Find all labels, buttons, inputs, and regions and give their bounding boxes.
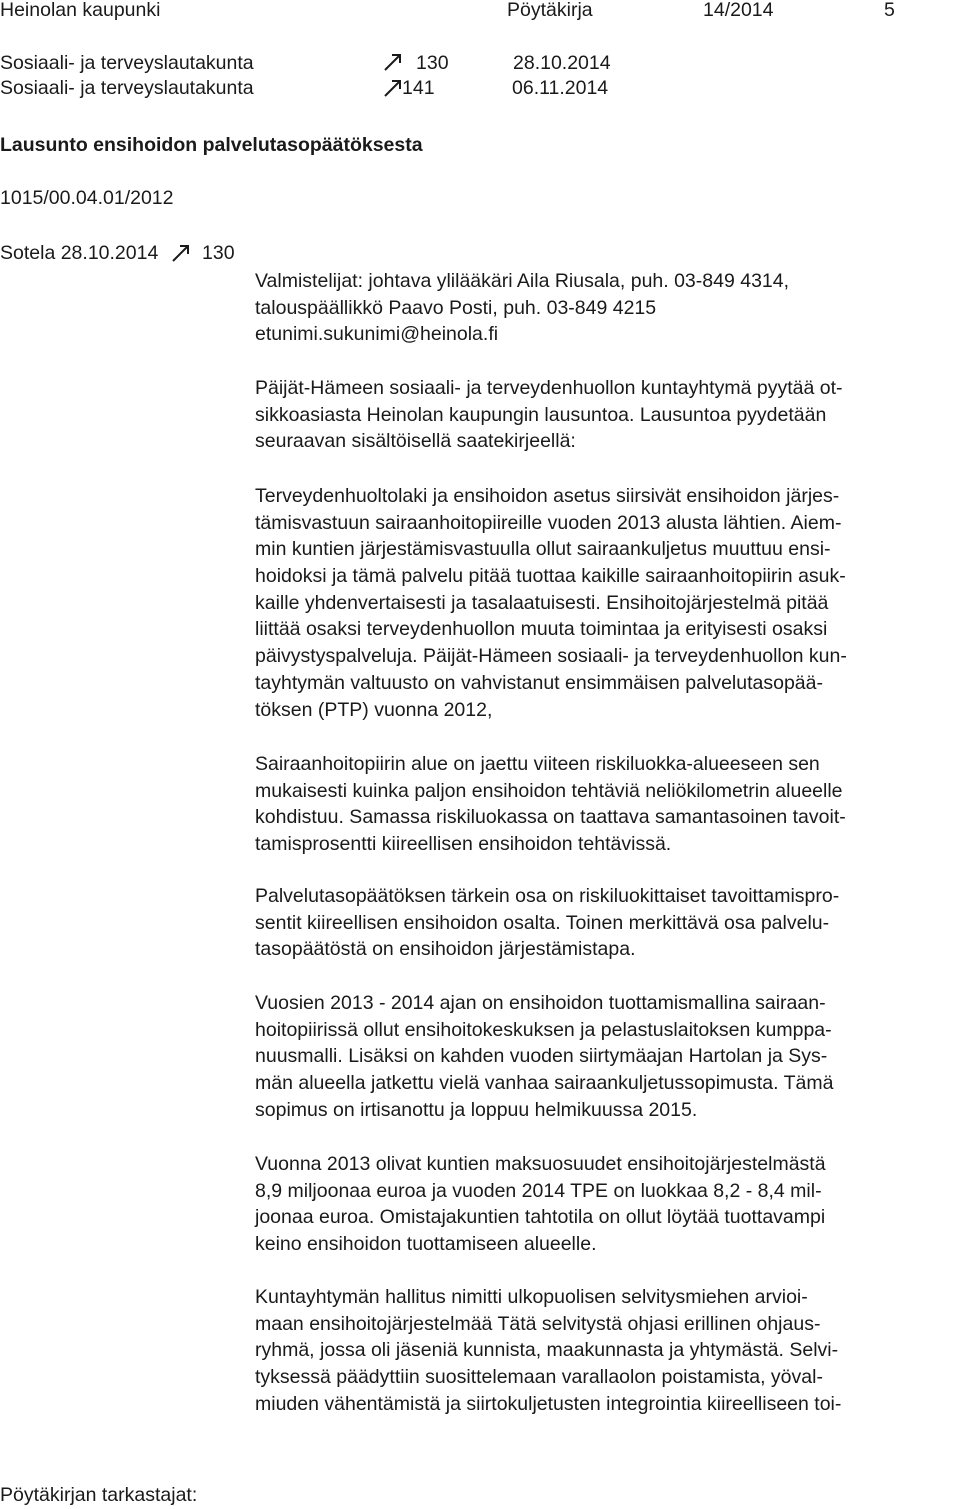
paragraph-line: töksen (PTP) vuonna 2012,: [255, 698, 493, 721]
preparer-line: Valmistelijat: johtava ylilääkäri Aila Riusala, puh. 03-849 4314,: [255, 270, 790, 292]
paragraph-line: sentit kiireellisen ensihoidon osalta. Toinen merkittävä osa palvelu-: [255, 911, 830, 934]
paragraph-line: maan ensihoitojärjestelmää Tätä selvitystä ohjasi erillinen ohjaus-: [255, 1312, 821, 1335]
meeting-body: Sosiaali- ja terveyslautakunta: [0, 77, 254, 99]
paragraph-line: liittää osaksi terveydenhuollon muuta toimintaa ja erityisesti osaksi: [255, 618, 828, 641]
meeting-body: Sosiaali- ja terveyslautakunta: [0, 52, 254, 74]
meeting-section: 141: [402, 77, 435, 99]
paragraph-line: Päijät-Hämeen sosiaali- ja terveydenhuollon kuntayhtymä pyytää ot-: [255, 377, 843, 399]
paragraph-line: hoidoksi ja tämä palvelu pitää tuottaa kaikille sairaanhoitopiirin asuk-: [255, 565, 846, 588]
paragraph-line: tämisvastuun sairaanhoitopiireille vuoden 2013 alusta lähtien. Aiem-: [255, 511, 842, 534]
org-name: Heinolan kaupunki: [0, 0, 161, 21]
paragraph-line: 8,9 miljoonaa euroa ja vuoden 2014 TPE on luokkaa 8,2 - 8,4 mil-: [255, 1179, 822, 1202]
paragraph: [255, 883, 955, 963]
paragraph-line: Palvelutasopäätöksen tärkein osa on riskiluokittaiset tavoittamispro-: [255, 885, 840, 907]
paragraph-line: sopimus on irtisanottu ja loppuu helmikuussa 2015.: [255, 1098, 698, 1121]
paragraph-line: ryhmä, jossa oli jäseniä kunnista, maakunnasta ja yhtymästä. Selvi-: [255, 1339, 839, 1362]
paragraph: [255, 375, 955, 455]
preparer-email: etunimi.sukunimi@heinola.fi: [255, 323, 499, 346]
paragraph-line: tayhtymän valtuusto on vahvistanut ensimmäisen palvelutasopää-: [255, 671, 823, 694]
paragraph-line: Sairaanhoitopiirin alue on jaettu viiteen riskiluokka-alueeseen sen: [255, 753, 820, 775]
paragraph-line: min kuntien järjestämisvastuulla ollut sairaankuljetus muuttuu ensi-: [255, 538, 831, 561]
paragraph-line: Vuonna 2013 olivat kuntien maksuosuudet ensihoitojärjestelmästä: [255, 1153, 826, 1175]
paragraph-line: tyksessä päädyttiin suosittelemaan varallaolon poistamista, yöval-: [255, 1366, 823, 1389]
paragraph-line: tasopäätöstä on ensihoidon järjestämistapa.: [255, 938, 636, 961]
paragraph: [255, 1284, 955, 1417]
paragraph-line: Terveydenhuoltolaki ja ensihoidon asetus siirsivät ensihoidon järjes-: [255, 485, 840, 507]
paragraph-line: päivystyspalveluja. Päijät-Hämeen sosiaali- ja terveydenhuollon kun-: [255, 645, 847, 668]
preparer-line: talouspäällikkö Paavo Posti, puh. 03-849 4215: [255, 296, 657, 319]
paragraph-line: hoitopiirissä ollut ensihoitokeskuksen ja pelastuslaitoksen kumppa-: [255, 1018, 832, 1041]
paragraph: [255, 483, 955, 723]
paragraph-line: nuusmalli. Lisäksi on kahden vuoden siirtymäajan Hartolan ja Sys-: [255, 1045, 828, 1068]
paragraph: [255, 990, 955, 1123]
paragraph-line: miuden vähentämistä ja siirtokuljetusten integrointia kiireelliseen toi-: [255, 1392, 842, 1415]
meeting-section: 130: [416, 52, 449, 74]
paragraph-line: kohdistuu. Samassa riskiluokassa on taattava samantasoinen tavoit-: [255, 806, 846, 829]
paragraph: [255, 751, 955, 858]
reviewers-label: Pöytäkirjan tarkastajat:: [0, 1484, 198, 1506]
doc-type: Pöytäkirja: [507, 0, 593, 21]
link-arrow-icon: [171, 243, 191, 263]
paragraph-line: sikkoasiasta Heinolan kaupungin lausuntoa. Lausuntoa pyydetään: [255, 403, 827, 426]
link-arrow-icon: [383, 78, 403, 98]
file-number: 1015/00.04.01/2012: [0, 187, 174, 209]
paragraph-line: kaille yhdenvertaisesti ja tasalaatuisesti. Ensihoitojärjestelmä pitää: [255, 591, 829, 614]
history-prefix: Sotela 28.10.2014: [0, 242, 159, 264]
doc-number: 14/2014: [703, 0, 774, 21]
paragraph-line: seuraavan sisältöisellä saatekirjeellä:: [255, 430, 576, 453]
paragraph-line: keino ensihoidon tuottamiseen alueelle.: [255, 1233, 597, 1256]
paragraph-line: mukaisesti kuinka paljon ensihoidon tehtäviä neliökilometrin alueelle: [255, 779, 843, 802]
paragraph-line: Vuosien 2013 - 2014 ajan on ensihoidon tuottamismallina sairaan-: [255, 992, 826, 1014]
meeting-date: 06.11.2014: [512, 77, 609, 99]
paragraph-line: joonaa euroa. Omistajakuntien tahtotila on ollut löytää tuottavampi: [255, 1206, 826, 1229]
paragraph-line: Kuntayhtymän hallitus nimitti ulkopuolisen selvitysmiehen arvioi-: [255, 1286, 808, 1308]
document-title: Lausunto ensihoidon palvelutasopäätöksesta: [0, 134, 423, 156]
history-section: 130: [202, 242, 235, 264]
paragraph-line: tamisprosentti kiireellisen ensihoidon tehtävissä.: [255, 833, 672, 856]
preparers-block: [255, 268, 955, 348]
paragraph: [255, 1151, 955, 1258]
paragraph-line: män alueella jatkettu vielä vanhaa sairaankuljetussopimusta. Tämä: [255, 1072, 834, 1095]
meeting-date: 28.10.2014: [513, 52, 611, 74]
link-arrow-icon: [383, 52, 403, 72]
page-number: 5: [884, 0, 895, 21]
